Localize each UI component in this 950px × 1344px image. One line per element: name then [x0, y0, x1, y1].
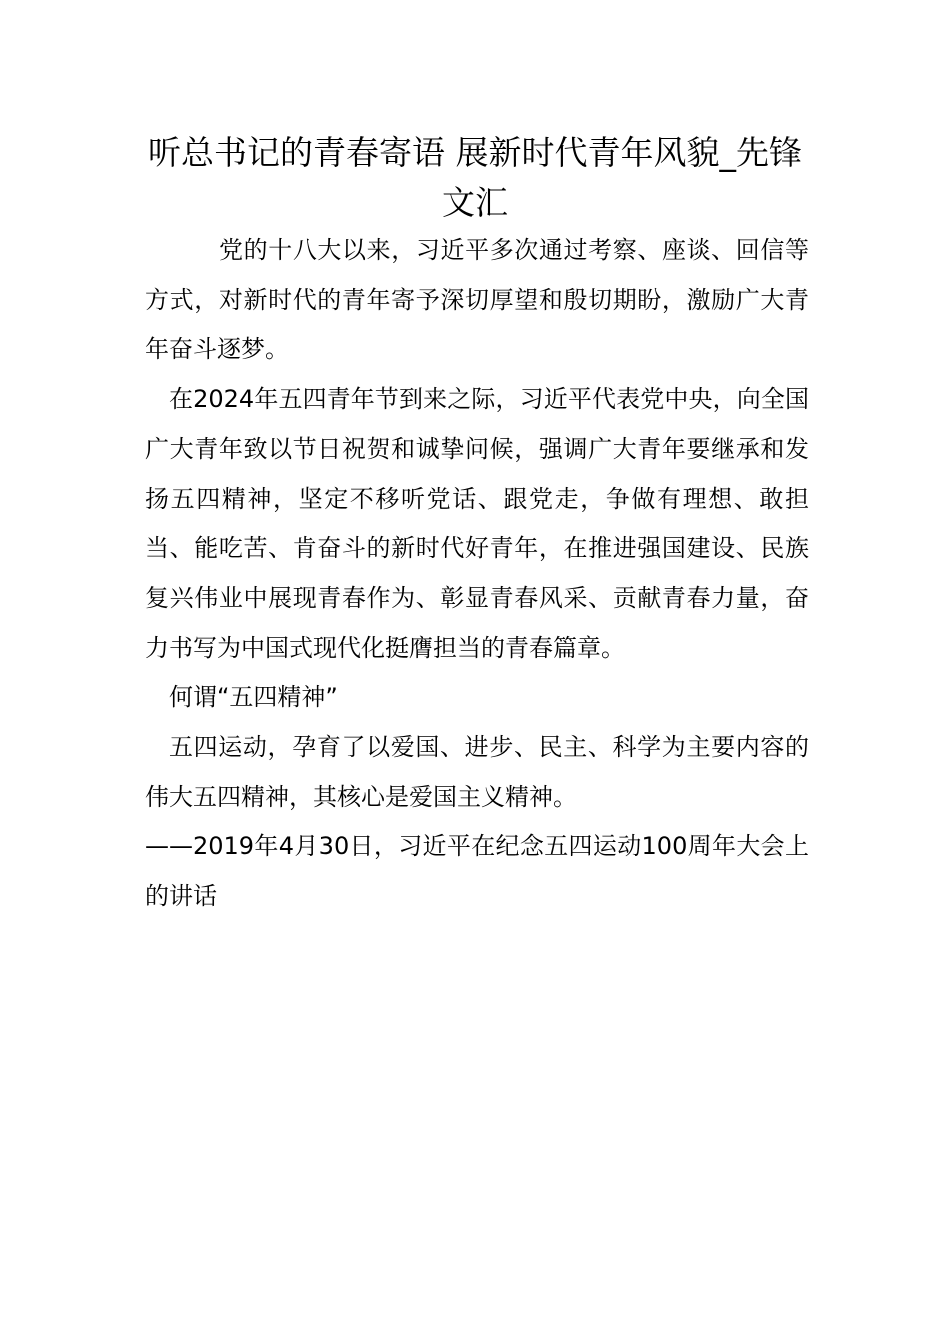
- paragraph-youth-day: 在2024年五四青年节到来之际，习近平代表党中央，向全国广大青年致以节日祝贺和诚挚问候，强调广大青年要继承和发扬五四精神，坚定不移听党话、跟党走，争做有理想、敢担当、能吃苦、肯奋斗的新时代好青年，在推进强国建设、民族复兴伟业中展现青春作为、彰显青春风采、贡献青春力量，奋力书写为中国式现代化挺膺担当的青春篇章。: [145, 385, 809, 662]
- paragraph-citation: ——2019年4月30日，习近平在纪念五四运动100周年大会上的讲话: [145, 832, 809, 911]
- paragraph-may-fourth-spirit: 五四运动，孕育了以爱国、进步、民主、科学为主要内容的伟大五四精神，其核心是爱国主义精神。: [145, 733, 809, 811]
- document-title: 听总书记的青春寄语 展新时代青年风貌_先锋文汇: [148, 133, 802, 222]
- paragraph-intro: 党的十八大以来，习近平多次通过考察、座谈、回信等方式，对新时代的青年寄予深切厚望和殷切期盼，激励广大青年奋斗逐梦。: [145, 236, 809, 364]
- document-body: [145, 226, 809, 922]
- section-heading: 何谓“五四精神”: [169, 683, 338, 712]
